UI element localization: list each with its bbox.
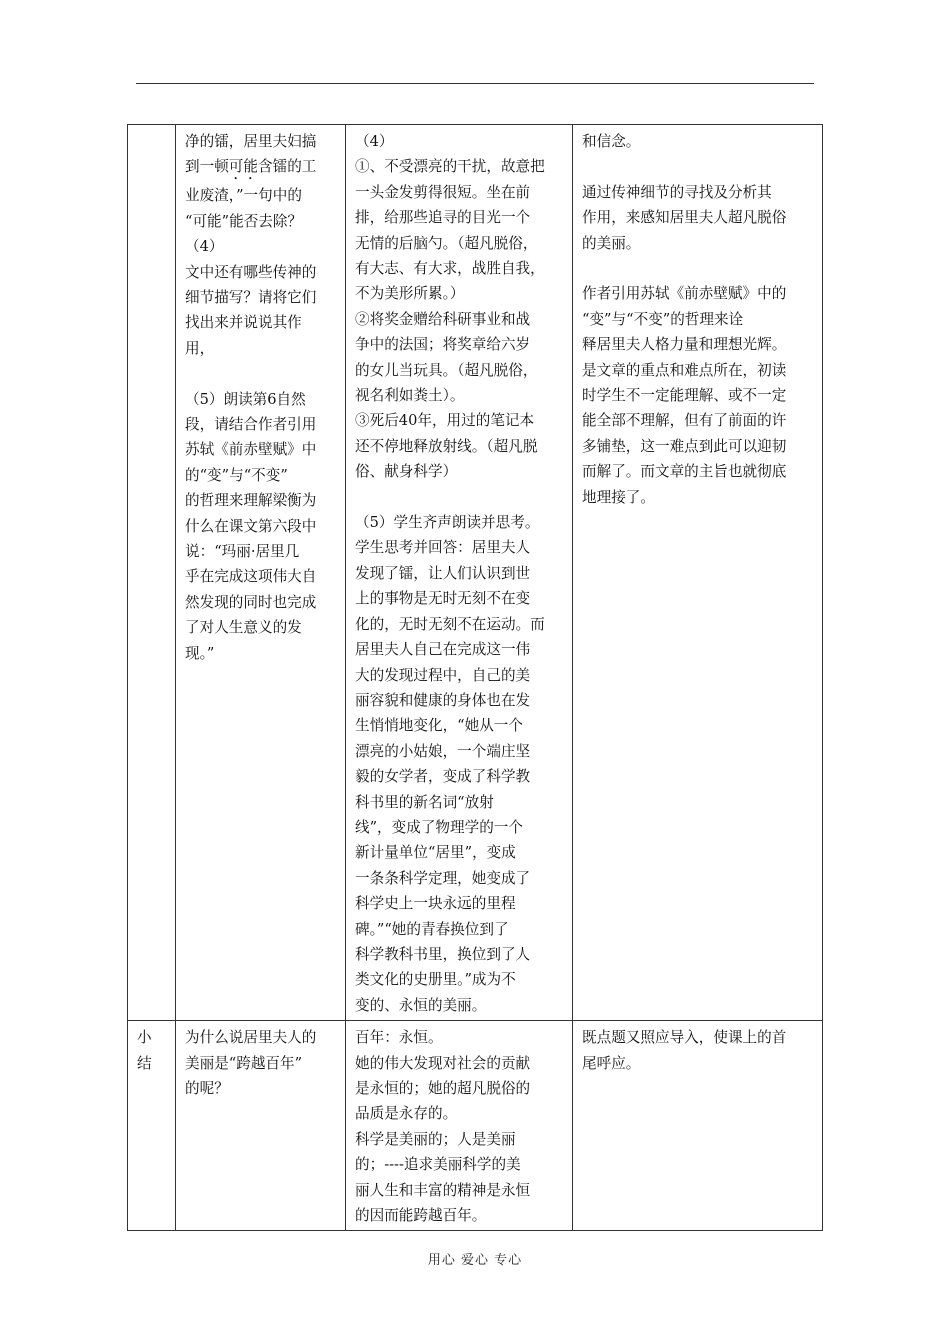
text-line: 苏轼《前赤壁赋》中 xyxy=(185,441,317,459)
text-line: 而解了。而文章的主旨也就彻底 xyxy=(582,463,787,481)
text-line: 能全部不理解，但有了前面的许 xyxy=(582,412,787,430)
text-line: 漂亮的小姑娘，一个端庄坚 xyxy=(355,742,531,760)
text-line: 用， xyxy=(185,339,215,357)
text-line: 结 xyxy=(137,1054,152,1072)
text-line: 通过传神细节的寻找及分析其 xyxy=(582,183,772,201)
text-line: 的因而能跨越百年。 xyxy=(355,1207,487,1225)
text-line: ③死后40年，用过的笔记本 xyxy=(355,412,535,430)
design-intent-cell xyxy=(573,125,823,1021)
text-line: 时学生不一定能理解、或不一定 xyxy=(582,387,787,405)
text-line: 尾呼应。 xyxy=(582,1054,641,1072)
text-line: 了对人生意义的发 xyxy=(185,619,302,637)
text-line: 学生思考并回答：居里夫人 xyxy=(355,539,531,557)
text-line: 一条条科学定理，她变成了 xyxy=(355,869,531,887)
text-line: 新计量单位“居里”，变成 xyxy=(355,844,516,862)
text-line: 变的、永恒的美丽。 xyxy=(355,996,487,1014)
text-line: （4） xyxy=(355,133,394,150)
text-line: 既点题又照应导入，使课上的首 xyxy=(582,1029,787,1047)
text-line: 丽容貌和健康的身体也在发 xyxy=(355,691,531,709)
text-line: 毅的女学者，变成了科学教 xyxy=(355,768,531,786)
text-fragment: 含镭的工 xyxy=(258,158,317,176)
text-line: 美丽是“跨越百年” xyxy=(185,1054,303,1072)
text-line: ②将奖金赠给科研事业和战 xyxy=(355,310,531,328)
text-line: 排，给那些追寻的目光一个 xyxy=(355,209,531,227)
text-line: 争中的法国；将奖章给六岁 xyxy=(355,336,531,354)
text-line: 还不停地释放射线。（超凡脱 xyxy=(355,437,538,455)
text-line: 地理接了。 xyxy=(582,488,655,506)
text-line: 丽人生和丰富的精神是永恒 xyxy=(355,1181,531,1199)
text-line: 化的，无时无刻不在运动。而 xyxy=(355,615,545,633)
text-line: 小 xyxy=(137,1029,152,1047)
text-line: 释居里夫人格力量和理想光辉。 xyxy=(582,336,787,354)
text-line: “变”与“不变”的哲理来诠 xyxy=(582,310,744,328)
table-row-discussion xyxy=(128,125,823,1021)
text-line: 视名利如粪土）。 xyxy=(355,387,465,405)
text-line: 为什么说居里夫人的 xyxy=(185,1029,317,1047)
text-line: 的女儿当玩具。（超凡脱俗， xyxy=(355,361,538,379)
text-line: 的“变”与“不变” xyxy=(185,466,288,484)
text-line: 科学是美丽的；人是美丽 xyxy=(355,1130,516,1148)
text-line: 净的镭，居里夫妇搞 xyxy=(185,133,317,150)
text-line: 线”，变成了物理学的一个 xyxy=(355,818,523,836)
text-line: 科学教科书里，换位到了人 xyxy=(355,945,531,963)
text-line: 什么在课文第六段中 xyxy=(185,517,317,535)
text-line: 科学史上一块永远的里程 xyxy=(355,895,516,913)
lesson-plan-table xyxy=(127,124,823,1231)
text-line: 和信念。 xyxy=(582,133,641,150)
text-line: 作用，来感知居里夫人超凡脱俗 xyxy=(582,209,787,227)
text-line: （5）朗读第6自然 xyxy=(185,390,306,408)
text-line: 无情的后脑勺。（超凡脱俗， xyxy=(355,234,538,252)
text-line: 段，请结合作者引用 xyxy=(185,416,317,434)
text-line xyxy=(185,154,338,183)
student-activity-cell xyxy=(346,125,573,1021)
text-line: ①、不受漂亮的干扰，故意把 xyxy=(355,158,545,176)
table-row-summary xyxy=(128,1021,823,1231)
text-line xyxy=(582,256,815,281)
text-line: 然发现的同时也完成 xyxy=(185,593,317,611)
text-line: 文中还有哪些传神的 xyxy=(185,263,317,281)
text-line: 现。” xyxy=(185,644,215,662)
header-rule xyxy=(136,83,814,84)
text-line: 居里夫人自己在完成这一伟 xyxy=(355,641,531,659)
emphasis-word: 可能 xyxy=(228,158,258,176)
text-line: 细节描写？请将它们 xyxy=(185,289,317,307)
text-line: 的哲理来理解梁衡为 xyxy=(185,492,317,510)
text-line: 大的发现过程中，自己的美 xyxy=(355,666,531,684)
stage-cell xyxy=(128,1021,176,1231)
text-fragment: 到一顿 xyxy=(185,158,229,176)
text-line: 的美丽。 xyxy=(582,234,641,252)
text-line: 乎在完成这项伟大自 xyxy=(185,568,317,586)
text-line xyxy=(582,154,815,179)
text-line: 是永恒的；她的超凡脱俗的 xyxy=(355,1080,531,1098)
text-line: 生悄悄地变化，“她从一个 xyxy=(355,717,523,735)
teacher-question-cell xyxy=(176,1021,346,1231)
text-line: （4） xyxy=(185,238,224,256)
text-line: 俗、献身科学） xyxy=(355,463,458,481)
text-line: “可能”能否去除？ xyxy=(185,212,303,230)
text-line: 品质是永存的。 xyxy=(355,1105,458,1123)
text-line: 碑。”“她的青春换位到了 xyxy=(355,920,509,938)
text-line: 不为美形所累。） xyxy=(355,285,465,303)
text-line: 科书里的新名词“放射 xyxy=(355,793,494,811)
text-line: 她的伟大发现对社会的贡献 xyxy=(355,1054,531,1072)
design-intent-cell xyxy=(573,1021,823,1231)
text-line: 发现了镭，让人们认识到世 xyxy=(355,564,531,582)
page-footer: 用心 爱心 专心 xyxy=(427,1253,523,1268)
text-line: 百年：永恒。 xyxy=(355,1029,443,1047)
stage-cell xyxy=(128,125,176,1021)
text-line: （5）学生齐声朗读并思考。 xyxy=(355,514,540,532)
text-line: 是文章的重点和难点所在，初读 xyxy=(582,361,787,379)
question-text xyxy=(185,183,338,666)
text-line: 作者引用苏轼《前赤壁赋》中的 xyxy=(582,285,787,303)
text-line: 找出来并说说其作 xyxy=(185,314,302,332)
text-line: 有大志、有大求，战胜自我， xyxy=(355,260,545,278)
text-line: 一头金发剪得很短。坐在前 xyxy=(355,183,531,201)
text-line xyxy=(185,361,338,386)
text-line: 的呢？ xyxy=(185,1080,229,1098)
text-line: 上的事物是无时无刻不在变 xyxy=(355,590,531,608)
text-line xyxy=(355,485,565,510)
student-activity-cell xyxy=(346,1021,573,1231)
text-line: 的；----追求美丽科学的美 xyxy=(355,1156,521,1174)
text-line: 多铺垫，这一难点到此可以迎韧 xyxy=(582,437,787,455)
text-line: 业废渣，”一句中的 xyxy=(185,187,302,205)
teacher-question-cell xyxy=(176,125,346,1021)
text-line: 类文化的史册里。”成为不 xyxy=(355,971,516,989)
text-line: 说：“玛丽·居里几 xyxy=(185,543,300,561)
